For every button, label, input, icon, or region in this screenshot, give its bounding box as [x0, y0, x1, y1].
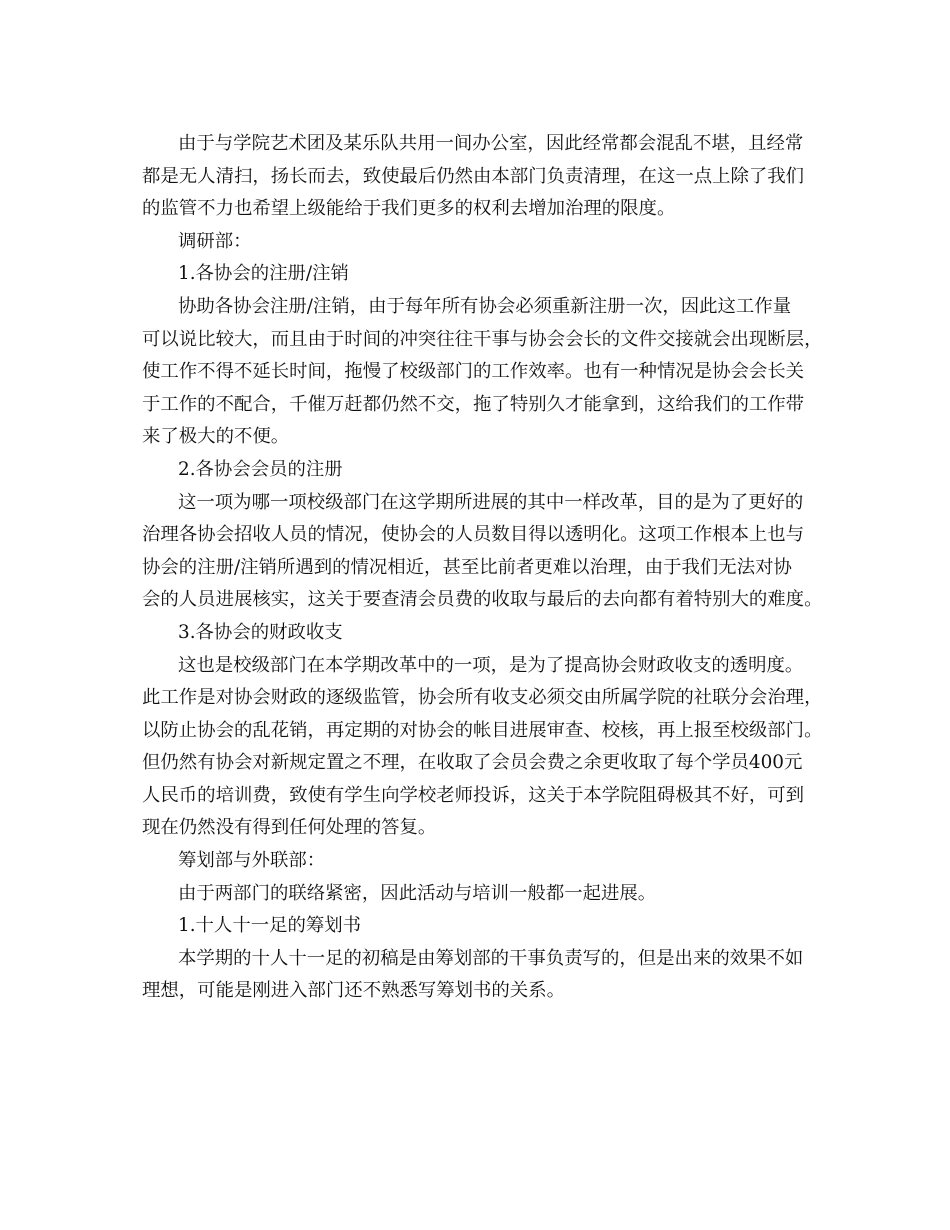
text-line: 协助各协会注册/注销，由于每年所有协会必须重新注册一次，因此这工作量 [178, 295, 792, 317]
document-body [142, 128, 822, 1008]
subsection-heading: 1.各协会的注册/注销 [178, 263, 349, 285]
text-line: 现在仍然没有得到任何处理的答复。 [142, 817, 437, 839]
text-line: 本学期的十人十一足的初稿是由筹划部的干事负责写的，但是出来的效果不如 [178, 947, 804, 969]
subsection-heading: 1.十人十一足的筹划书 [178, 915, 362, 937]
text-line: 但仍然有协会对新规定置之不理，在收取了会员会费之余更收取了每个学员400元 [142, 752, 803, 774]
text-line: 的监管不力也希望上级能给于我们更多的权利去增加治理的限度。 [142, 198, 676, 220]
text-line: 协会的注册/注销所遇到的情况相近，甚至比前者更难以治理，由于我们无法对协 [142, 556, 792, 578]
text-line: 会的人员进展核实，这关于要查清会员费的收取与最后的去向都有着特别大的难度。 [142, 589, 823, 611]
text-line: 由于两部门的联络紧密，因此活动与培训一般都一起进展。 [178, 882, 657, 904]
section-heading: 调研部： [178, 230, 252, 252]
text-line: 这一项为哪一项校级部门在这学期所进展的其中一样改革，目的是为了更好的 [178, 491, 804, 513]
text-line: 以防止协会的乱花销，再定期的对协会的帐目进展审查、校核，再上报至校级部门。 [142, 719, 823, 741]
text-line: 于工作的不配合，千催万赶都仍然不交，拖了特别久才能拿到，这给我们的工作带 [142, 393, 805, 415]
section-heading: 筹划部与外联部： [178, 850, 326, 872]
text-line: 都是无人清扫，扬长而去，致使最后仍然由本部门负责清理，在这一点上除了我们 [142, 165, 805, 187]
text-line: 使工作不得不延长时间，拖慢了校级部门的工作效率。也有一种情况是协会会长关 [142, 361, 805, 383]
text-line: 可以说比较大，而且由于时间的冲突往往干事与协会会长的文件交接就会出现断层， [142, 328, 823, 350]
subsection-heading: 3.各协会的财政收支 [178, 621, 343, 643]
text-line: 由于与学院艺术团及某乐队共用一间办公室，因此经常都会混乱不堪，且经常 [178, 133, 804, 154]
text-line: 来了极大的不便。 [142, 426, 290, 448]
text-line: 人民币的培训费，致使有学生向学校老师投诉，这关于本学院阻碍极其不好，可到 [142, 784, 805, 806]
text-line: 治理各协会招收人员的情况，使协会的人员数目得以透明化。这项工作根本上也与 [142, 524, 805, 546]
text-line: 理想，可能是刚进入部门还不熟悉写筹划书的关系。 [142, 980, 565, 1002]
text-line: 这也是校级部门在本学期改革中的一项，是为了提高协会财政收支的透明度。 [178, 654, 804, 676]
subsection-heading: 2.各协会会员的注册 [178, 458, 343, 480]
text-line: 此工作是对协会财政的逐级监管，协会所有收支必须交由所属学院的社联分会治理， [142, 687, 823, 709]
